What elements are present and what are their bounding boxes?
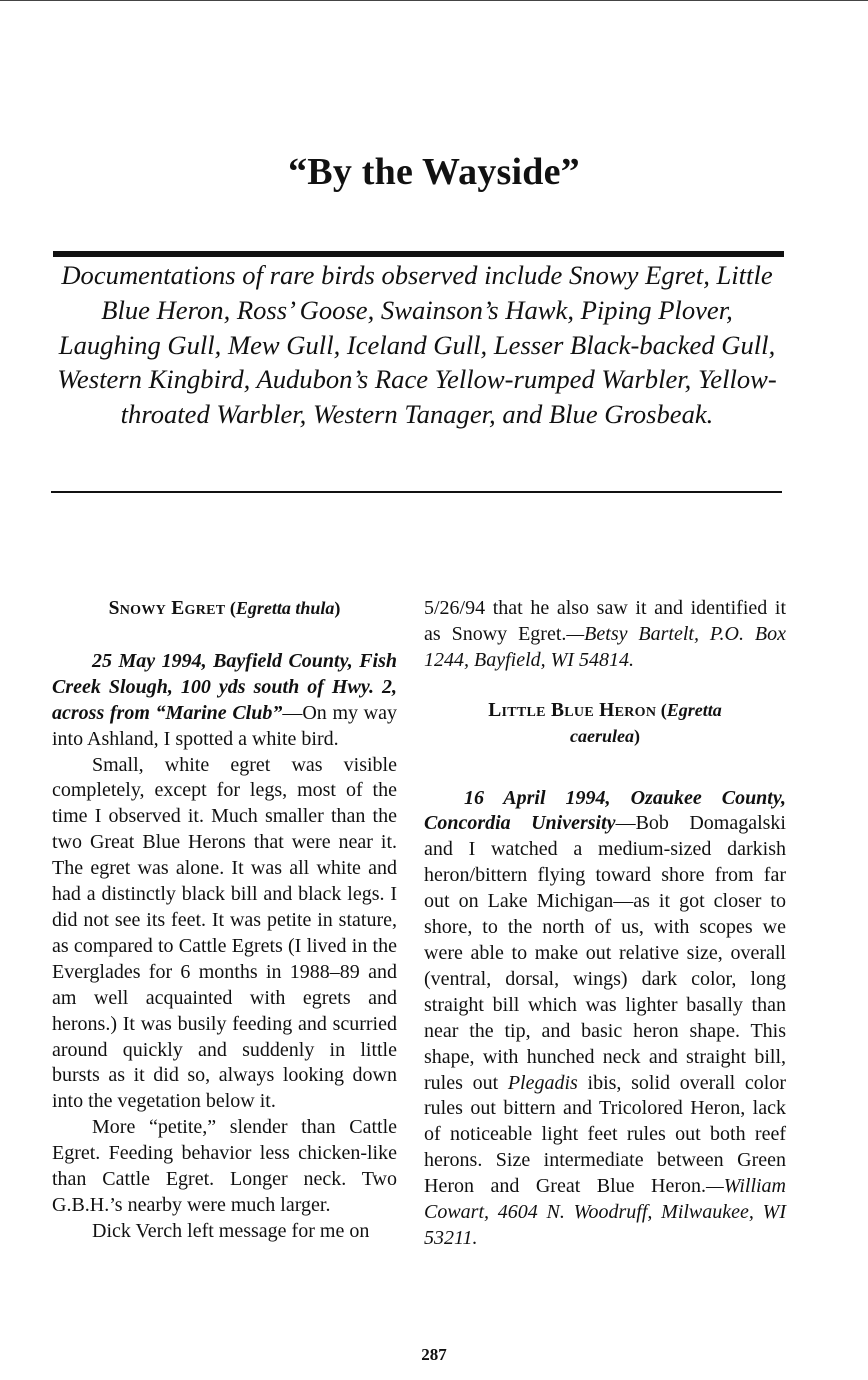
report-signature: —William Cowart, 4604 N. Woodruff, Milwaukee, WI 53211. [424, 1175, 786, 1249]
report-dateline: 16 April 1994, Ozaukee County, Concordia University [424, 786, 786, 835]
abstract-top-rule [53, 251, 784, 257]
scientific-name-cont: caerulea [570, 725, 634, 746]
section-heading-little-blue-heron: Little Blue Heron (Egretta caerulea) [488, 699, 722, 746]
scientific-name: Egretta thula [235, 598, 335, 618]
article-abstract: Documentations of rare birds observed include Snowy Egret, Little Blue Heron, Ross’ Goose, Swainson’s Hawk, Piping Plover, Laughing Gull, Mew Gull, Iceland Gull, Lesser Black-backed Gull, Western Kingbird, Audubon’s Race Yellow-rumped Warbler, Yellow-throated Warbler, Western Tanager, and Blue Grosbeak. [57, 260, 777, 430]
abstract-bottom-rule [51, 491, 782, 493]
report-paragraph-continued [424, 596, 786, 674]
report-paragraph [424, 786, 786, 1252]
genus-name: Plegadis [507, 1071, 578, 1094]
common-name: Little Blue Heron [488, 699, 657, 721]
scientific-name: Egretta [666, 699, 722, 720]
section-heading-snowy-egret: Snowy Egret (Egretta thula) [108, 598, 341, 619]
right-column [424, 596, 786, 1252]
report-paragraph: Dick Verch left message for me on [92, 1219, 370, 1242]
report-text: 5/26/94 that he also saw it and identified it as Snowy Egret. [424, 597, 786, 645]
report-dateline: 25 May 1994, Bayfield County, Fish Creek Slough, 100 yds south of Hwy. 2, across from “Marine Club” [52, 649, 397, 724]
page-top-rule [0, 0, 868, 1]
report-text: —Bob Domagalski and I watched a medium-sized darkish heron/bittern flying toward shore from far out on Lake Michigan—as it got closer to shore, to the north of us, with scopes we were able to make out relative size, overall (ventral, dorsal, wings) dark color, long straight bill which was lighter basally than near the tip, and basic heron shape. This shape, with hunched neck and straight bill, rules out [424, 812, 786, 1094]
report-text: ibis, solid overall color rules out bittern and Tricolored Heron, lack of noticeable light feet rules out both reef herons. Size intermediate between Green Heron and Great Blue Heron. [424, 1071, 787, 1198]
report-paragraph: More “petite,” slender than Cattle Egret. Feeding behavior less chicken-like than Cattle Egret. Longer neck. Two G.B.H.’s nearby were much larger. [52, 1116, 397, 1216]
report-signature: —Betsy Bartelt, P.O. Box 1244, Bayfield, WI 54814. [424, 622, 786, 671]
common-name: Snowy Egret [108, 598, 226, 619]
left-column [52, 596, 397, 1245]
page-number: 287 [421, 1345, 447, 1364]
report-text: —On my way into Ashland, I spotted a white bird. [52, 701, 397, 750]
article-title: “By the Wayside” [288, 151, 580, 193]
report-paragraph [52, 649, 397, 753]
report-paragraph: Small, white egret was visible completely, except for legs, most of the time I observed it. Much smaller than the two Great Blue Herons that were near it. The egret was alone. It was all white and had a distinctly black bill and black legs. I did not see its feet. It was petite in stature, as compared to Cattle Egrets (I lived in the Everglades for 6 months in 1988–89 and am well acquainted with egrets and herons.) It was busily feeding and scurried around quickly and suddenly in little bursts as it did so, always looking down into the vegetation below it. [52, 753, 397, 1113]
